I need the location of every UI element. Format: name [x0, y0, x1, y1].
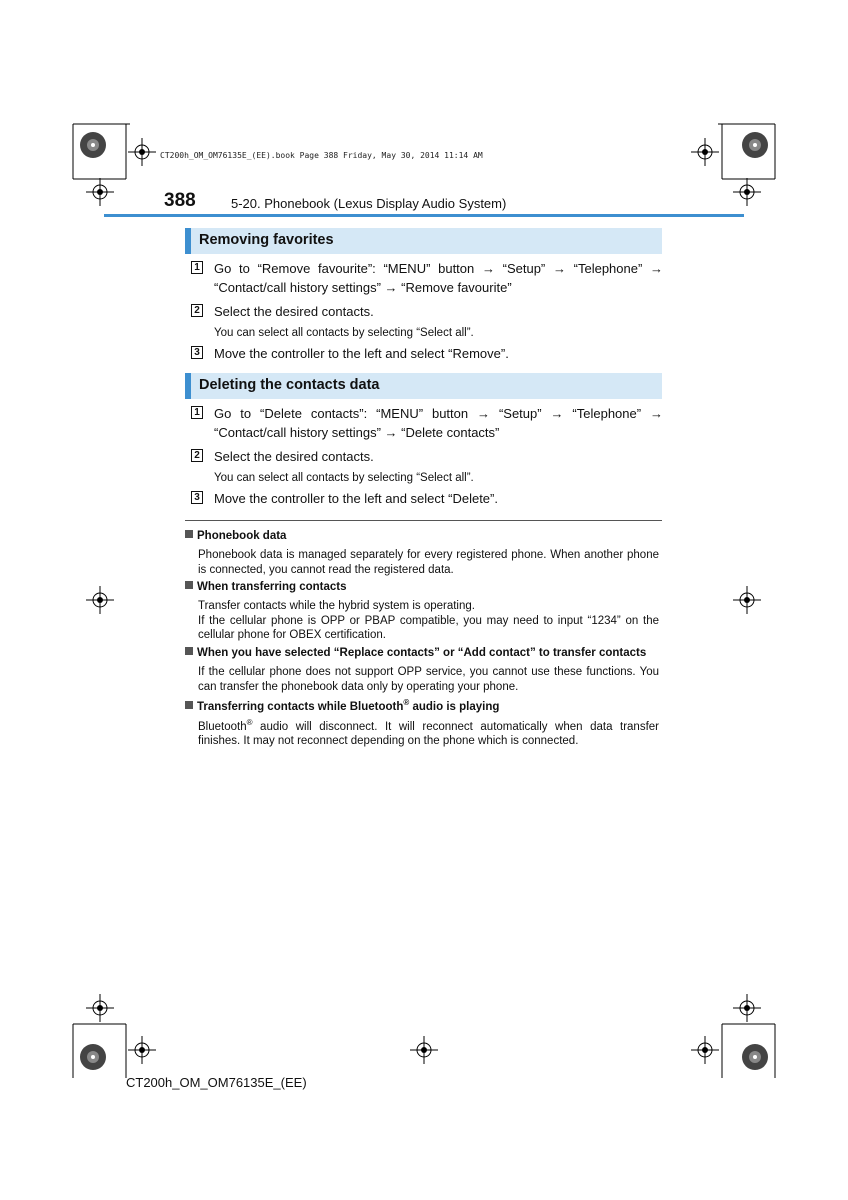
- step-number: 3: [191, 491, 203, 504]
- step-text: Select the desired contacts.: [214, 449, 374, 464]
- step-number: 2: [191, 304, 203, 317]
- info-title: When you have selected “Replace contacts” or “Add contact” to transfer contacts: [185, 647, 646, 659]
- step-number: 1: [191, 406, 203, 419]
- step-note: You can select all contacts by selecting “Select all”.: [214, 327, 474, 339]
- step-text: Move the controller to the left and select “Delete”.: [214, 491, 498, 506]
- step-text: Go to “Remove favourite”: “MENU” button → “Setup” → “Telephone” → “Contact/call history settings” → “Remove favourite”: [214, 261, 663, 295]
- step-number: 2: [191, 449, 203, 462]
- footer-code: CT200h_OM_OM76135E_(EE): [126, 1075, 307, 1090]
- page-number: 388: [164, 190, 196, 211]
- info-body: Transfer contacts while the hybrid system is operating. If the cellular phone is OPP or PBAP compatible, you may need to input “1234” on the cellular phone for OBEX certification.: [198, 600, 659, 641]
- header-rule: [104, 214, 744, 217]
- step-item: [191, 259, 663, 297]
- step-item: [191, 404, 663, 442]
- print-info: CT200h_OM_OM76135E_(EE).book Page 388 Friday, May 30, 2014 11:14 AM: [160, 151, 483, 160]
- step-item: [191, 302, 663, 321]
- breadcrumb: 5-20. Phonebook (Lexus Display Audio System): [231, 196, 507, 211]
- step-item: [191, 447, 663, 466]
- step-text: Select the desired contacts.: [214, 304, 374, 319]
- section-title-deleting-contacts: Deleting the contacts data: [185, 373, 662, 399]
- info-title: Phonebook data: [185, 530, 286, 542]
- square-bullet-icon: [185, 647, 193, 655]
- step-number: 1: [191, 261, 203, 274]
- step-item: [191, 344, 663, 363]
- square-bullet-icon: [185, 581, 193, 589]
- step-number: 3: [191, 346, 203, 359]
- divider: [185, 520, 662, 521]
- info-title: When transferring contacts: [185, 581, 347, 593]
- info-body: Bluetooth® audio will disconnect. It will reconnect automatically when data transfer finishes. It may not reconnect depending on the phone which is connected.: [198, 718, 659, 748]
- square-bullet-icon: [185, 701, 193, 709]
- info-body: If the cellular phone does not support OPP service, you cannot use these functions. You can transfer the phonebook data only by operating your phone.: [198, 666, 659, 693]
- square-bullet-icon: [185, 530, 193, 538]
- step-item: [191, 489, 663, 508]
- info-title: Transferring contacts while Bluetooth® audio is playing: [185, 698, 499, 713]
- step-text: Move the controller to the left and select “Remove”.: [214, 346, 509, 361]
- step-text: Go to “Delete contacts”: “MENU” button → “Setup” → “Telephone” → “Contact/call history settings” → “Delete contacts”: [214, 406, 663, 440]
- step-note: You can select all contacts by selecting “Select all”.: [214, 472, 474, 484]
- info-body: Phonebook data is managed separately for every registered phone. When another phone is connected, you cannot read the registered data.: [198, 549, 659, 576]
- section-title-removing-favorites: Removing favorites: [185, 228, 662, 254]
